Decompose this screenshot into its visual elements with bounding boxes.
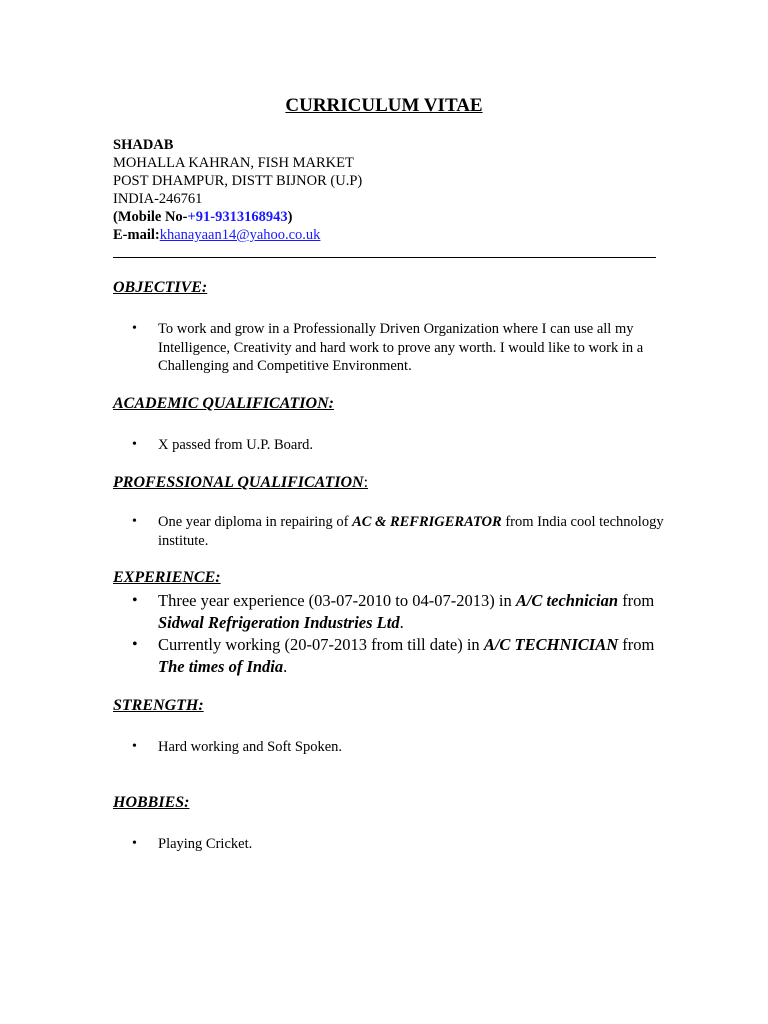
hobbies-heading: HOBBIES: (113, 794, 190, 811)
exp1-from: from (618, 591, 655, 610)
email-line (113, 226, 362, 244)
mobile-number: +91-9313168943 (187, 209, 288, 225)
objective-list (113, 320, 673, 376)
email-label: E-mail: (113, 227, 160, 243)
contact-block (113, 136, 362, 244)
candidate-name: SHADAB (113, 137, 174, 153)
strength-list (113, 738, 673, 757)
exp2-role: A/C TECHNICIAN (483, 635, 619, 654)
academic-item: X passed from U.P. Board. (158, 437, 314, 453)
objective-heading: OBJECTIVE: (113, 279, 208, 296)
address-line-1: MOHALLA KAHRAN, FISH MARKET (113, 155, 354, 171)
list-item (113, 320, 673, 376)
exp1-before: Three year experience (03-07-2010 to 04-07-2013) in (158, 591, 516, 610)
exp2-company: The times of India (158, 656, 284, 676)
experience-heading (113, 569, 221, 587)
bullet-icon: • (132, 739, 137, 754)
exp2-before: Currently working (20-07-2013 from till date) in (158, 635, 484, 654)
experience-list (113, 590, 673, 678)
list-item (113, 634, 673, 677)
hobbies-list (113, 835, 673, 854)
professional-heading-text: PROFESSIONAL QUALIFICATION (113, 474, 364, 491)
strength-item: Hard working and Soft Spoken. (158, 739, 343, 755)
mobile-label: (Mobile No- (113, 209, 188, 225)
professional-text-emphasis: AC & REFRIGERATOR (352, 514, 502, 530)
divider-line (113, 257, 656, 258)
list-item (113, 835, 673, 854)
academic-heading: ACADEMIC QUALIFICATION: (113, 395, 334, 412)
exp2-end: . (283, 656, 288, 676)
list-item (113, 436, 673, 455)
experience-heading-text: EXPERIENCE: (113, 569, 221, 586)
professional-text-before: One year diploma in repairing of (158, 514, 353, 530)
objective-text: To work and grow in a Professionally Driven Organization where I can use all my Intelligence, Creativity and hard work to prove any worth. I would like to work in a Challenging and Competitive Environment. (158, 321, 644, 374)
exp2-from: from (618, 635, 655, 654)
mobile-close: ) (287, 209, 293, 225)
bullet-icon: • (132, 514, 137, 529)
bullet-icon: • (132, 636, 138, 653)
exp1-role: A/C technician (515, 591, 619, 610)
email-link[interactable]: khanayaan14@yahoo.co.uk (159, 227, 321, 243)
professional-heading (113, 474, 368, 492)
professional-heading-colon: : (363, 474, 369, 491)
document-title: CURRICULUM VITAE (285, 95, 483, 116)
bullet-icon: • (132, 321, 137, 336)
bullet-icon: • (132, 437, 137, 452)
mobile-line (113, 208, 362, 226)
list-item (113, 738, 673, 757)
list-item (113, 513, 673, 550)
professional-text-after: from India cool technology institute. (158, 514, 664, 549)
hobbies-item: Playing Cricket. (158, 836, 253, 852)
academic-list (113, 436, 673, 455)
professional-list (113, 513, 673, 550)
address-line-2: POST DHAMPUR, DISTT BIJNOR (U.P) (113, 173, 363, 189)
exp1-end: . (399, 612, 404, 632)
exp1-company: Sidwal Refrigeration Industries Ltd (158, 612, 400, 632)
address-line-3: INDIA-246761 (113, 191, 203, 207)
strength-heading: STRENGTH: (113, 697, 204, 714)
bullet-icon: • (132, 592, 138, 609)
bullet-icon: • (132, 836, 137, 851)
list-item (113, 590, 673, 633)
